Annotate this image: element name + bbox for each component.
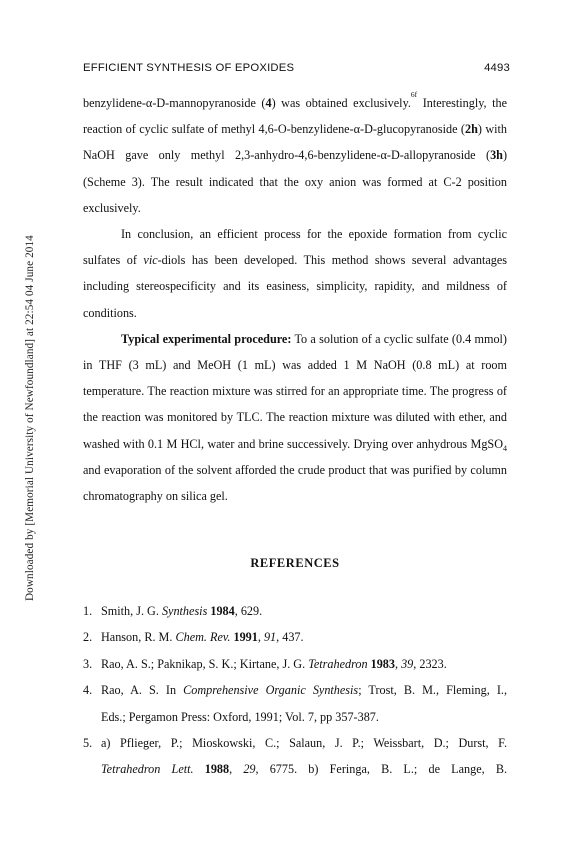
reference-number: 1.	[83, 604, 93, 618]
journal-name: Tetrahedron Lett.	[101, 762, 194, 777]
text-run: Interestingly, the reaction of cyclic sulfate of methyl 4,6-O-benzylidene-α-D-glucopyranoside (	[83, 96, 507, 137]
reference-number: 2.	[83, 630, 93, 645]
reference-publisher: Eds.; Pergamon Press: Oxford, 1991; Vol. 7, pp 357-387.	[101, 709, 379, 724]
reference-volume: 91	[263, 630, 277, 645]
compound-number: 3h	[490, 148, 503, 163]
text-run: ) was obtained exclusively.	[271, 96, 411, 110]
reference-authors: Rao, A. S. In	[101, 683, 184, 698]
running-header	[83, 62, 510, 74]
reference-authors: Hanson, R. M.	[101, 630, 176, 645]
reference-pages: , 437.	[276, 630, 304, 645]
reference-pages: , 629.	[234, 604, 263, 618]
italic-term: vic	[143, 253, 158, 268]
reference-year: 1991	[233, 630, 258, 645]
header-title: EFFICIENT SYNTHESIS OF EPOXIDES	[83, 62, 295, 74]
text-run: ) with NaOH gave only methyl 2,3-anhydro-4,6-benzylidene-α-D-allopyranoside (	[83, 122, 507, 163]
text-run: In conclusion, an efficient process for the epoxide formation from cyclic sulfates of	[83, 227, 507, 268]
reference-number: 3.	[83, 656, 93, 671]
reference-list	[83, 598, 507, 783]
text-run: -diols has been developed. This method shows several advantages including stereospecificity and its easiness, simplicity, rapidity, and mildness of conditions.	[83, 253, 507, 320]
page-number: 4493	[484, 62, 510, 74]
reference-volume: 39	[401, 656, 414, 671]
reference-authors: Rao, A. S.; Paknikap, S. K.; Kirtane, J. G.	[101, 656, 309, 671]
reference-pages: , 2323.	[413, 656, 447, 671]
text-run: and evaporation of the solvent afforded the crude product that was purified by column chromatography on silica gel.	[83, 462, 507, 504]
reference-year: 1984	[210, 604, 235, 618]
references-heading: REFERENCES	[250, 556, 340, 570]
subscript: 4	[503, 443, 507, 453]
citation-superscript: 6f	[410, 90, 418, 99]
reference-year: 1988	[204, 762, 230, 777]
journal-name: Tetrahedron	[308, 656, 368, 671]
compound-number: 4	[265, 96, 272, 110]
reference-item	[83, 677, 507, 730]
procedure-heading: Typical experimental procedure:	[121, 331, 292, 346]
reference-item	[83, 598, 507, 624]
journal-name: Synthesis	[161, 604, 208, 618]
reference-pages: , 6775. b) Feringa, B. L.; de Lange, B.	[255, 762, 507, 777]
text-run: ) (Scheme 3). The result indicated that the oxy anion was formed at C-2 position exclusively.	[83, 148, 507, 215]
download-watermark: Downloaded by [Memorial University of Newfoundland] at 22:54 04 June 2014	[24, 235, 36, 601]
reference-item: 5. a) Pflieger, P.; Mioskowski, C.; Salaun, J. P.; Weissbart, D.; Durst, F. Tetrahedron Lett. 1988, 29, 6775. b) Feringa, B. L.; de Lange, B.	[83, 730, 507, 783]
reference-volume: 29	[243, 762, 256, 777]
compound-number: 2h	[464, 122, 478, 137]
paragraph-1	[83, 90, 507, 221]
journal-name: Chem. Rev.	[175, 630, 231, 645]
reference-year: 1983	[370, 656, 395, 671]
reference-authors: a) Pflieger, P.; Mioskowski, C.; Salaun, J. P.; Weissbart, D.; Durst, F.	[101, 736, 507, 751]
reference-item: 3. Rao, A. S.; Paknikap, S. K.; Kirtane, J. G. Tetrahedron 1983, 39, 2323.	[83, 651, 507, 677]
reference-number: 4.	[83, 683, 93, 698]
body-text	[83, 90, 507, 509]
paragraph-2	[83, 221, 507, 326]
paragraph-3	[83, 326, 507, 509]
reference-number: 5.	[83, 736, 93, 751]
text-run: To a solution of a cyclic sulfate (0.4 mmol) in THF (3 mL) and MeOH (1 mL) was added 1 M NaOH (0.8 mL) at room temperature. The reaction mixture was stirred for an appropriate time. The progress of the reaction was monitored by TLC. The reaction mixture was diluted with ether, and washed with 0.1 M HCl, water and brine successively. Drying over anhydrous MgSO	[83, 331, 507, 451]
reference-authors: Smith, J. G.	[101, 604, 162, 618]
reference-item: 2. Hanson, R. M. Chem. Rev. 1991, 91, 437.	[83, 624, 507, 650]
book-title: Comprehensive Organic Synthesis	[183, 683, 359, 698]
reference-editors: ; Trost, B. M., Fleming, I.,	[358, 683, 507, 698]
text-run: benzylidene-α-D-mannopyranoside (	[83, 96, 266, 110]
